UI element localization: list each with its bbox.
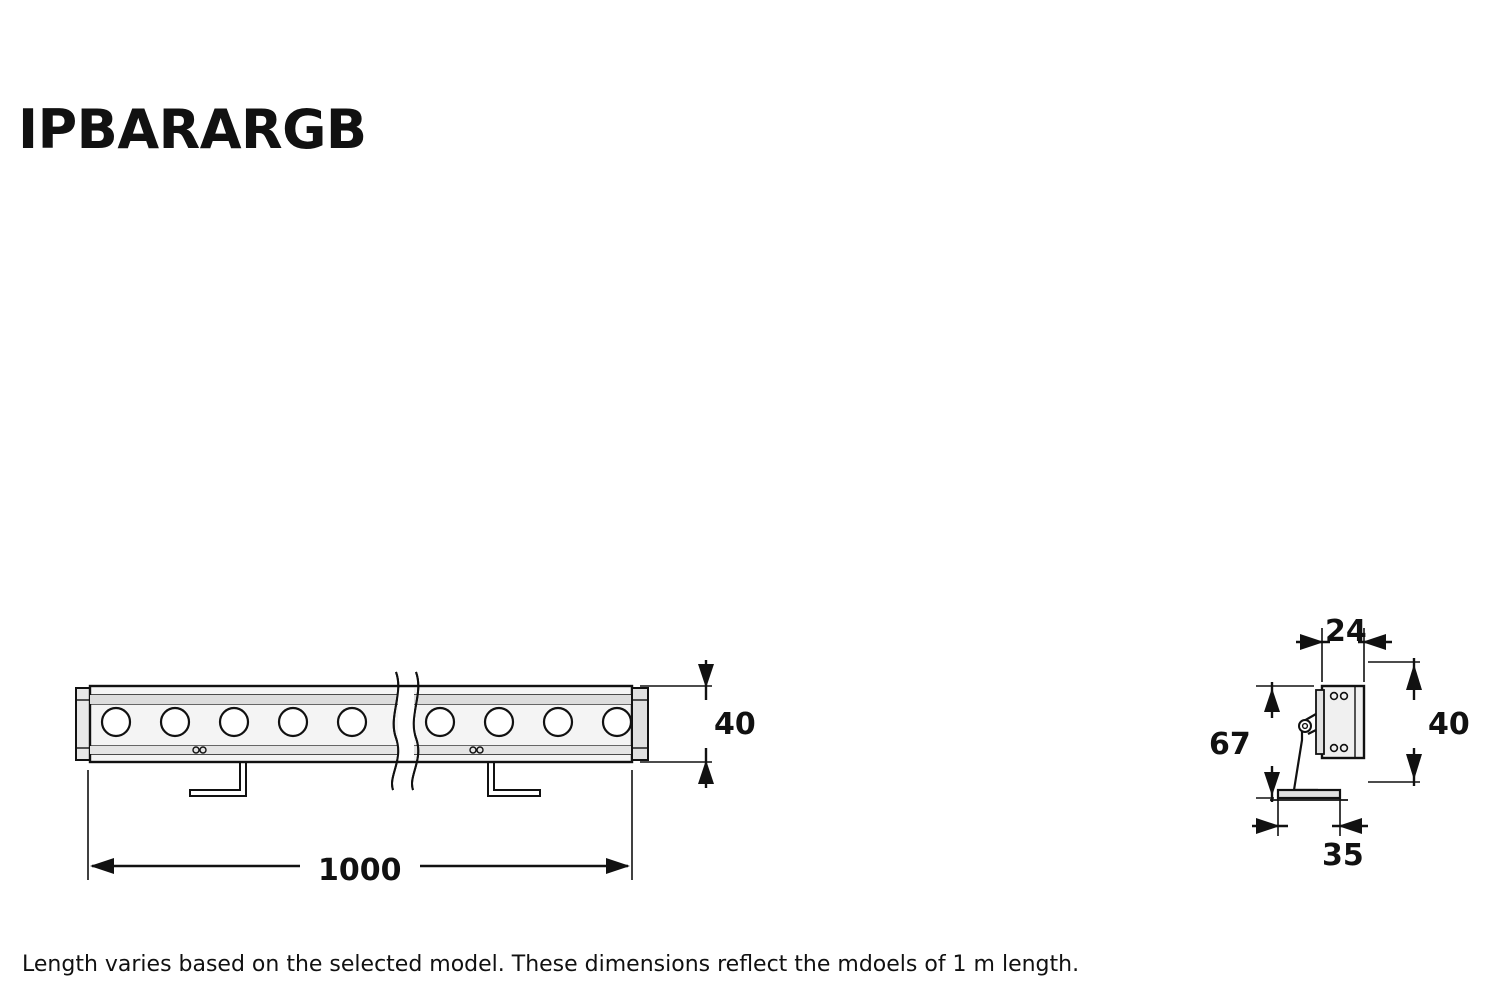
side-elevation-led-bar	[1270, 686, 1364, 800]
side-view-dimension-depth	[1368, 658, 1422, 786]
dimension-label-front-height: 40	[714, 707, 756, 742]
front-elevation-led-bar	[76, 672, 648, 796]
dimension-label-side-height: 67	[1209, 727, 1251, 762]
side-view-dimension-height	[1256, 682, 1314, 802]
mounting-bracket-left	[190, 762, 246, 796]
mounting-bracket-right	[488, 762, 540, 796]
front-view-dimension-height	[640, 660, 714, 788]
dimension-label-front-length: 1000	[318, 853, 402, 888]
page-title: IPBARARGB	[18, 98, 367, 161]
dimension-label-side-top-width: 24	[1325, 614, 1367, 649]
footnote-text: Length varies based on the selected model. These dimensions reflect the mdoels of 1 m length.	[22, 952, 1080, 977]
dimension-label-side-base-width: 35	[1322, 838, 1364, 873]
dimension-label-side-depth: 40	[1428, 707, 1470, 742]
side-view-dimension-base-width	[1252, 798, 1368, 836]
